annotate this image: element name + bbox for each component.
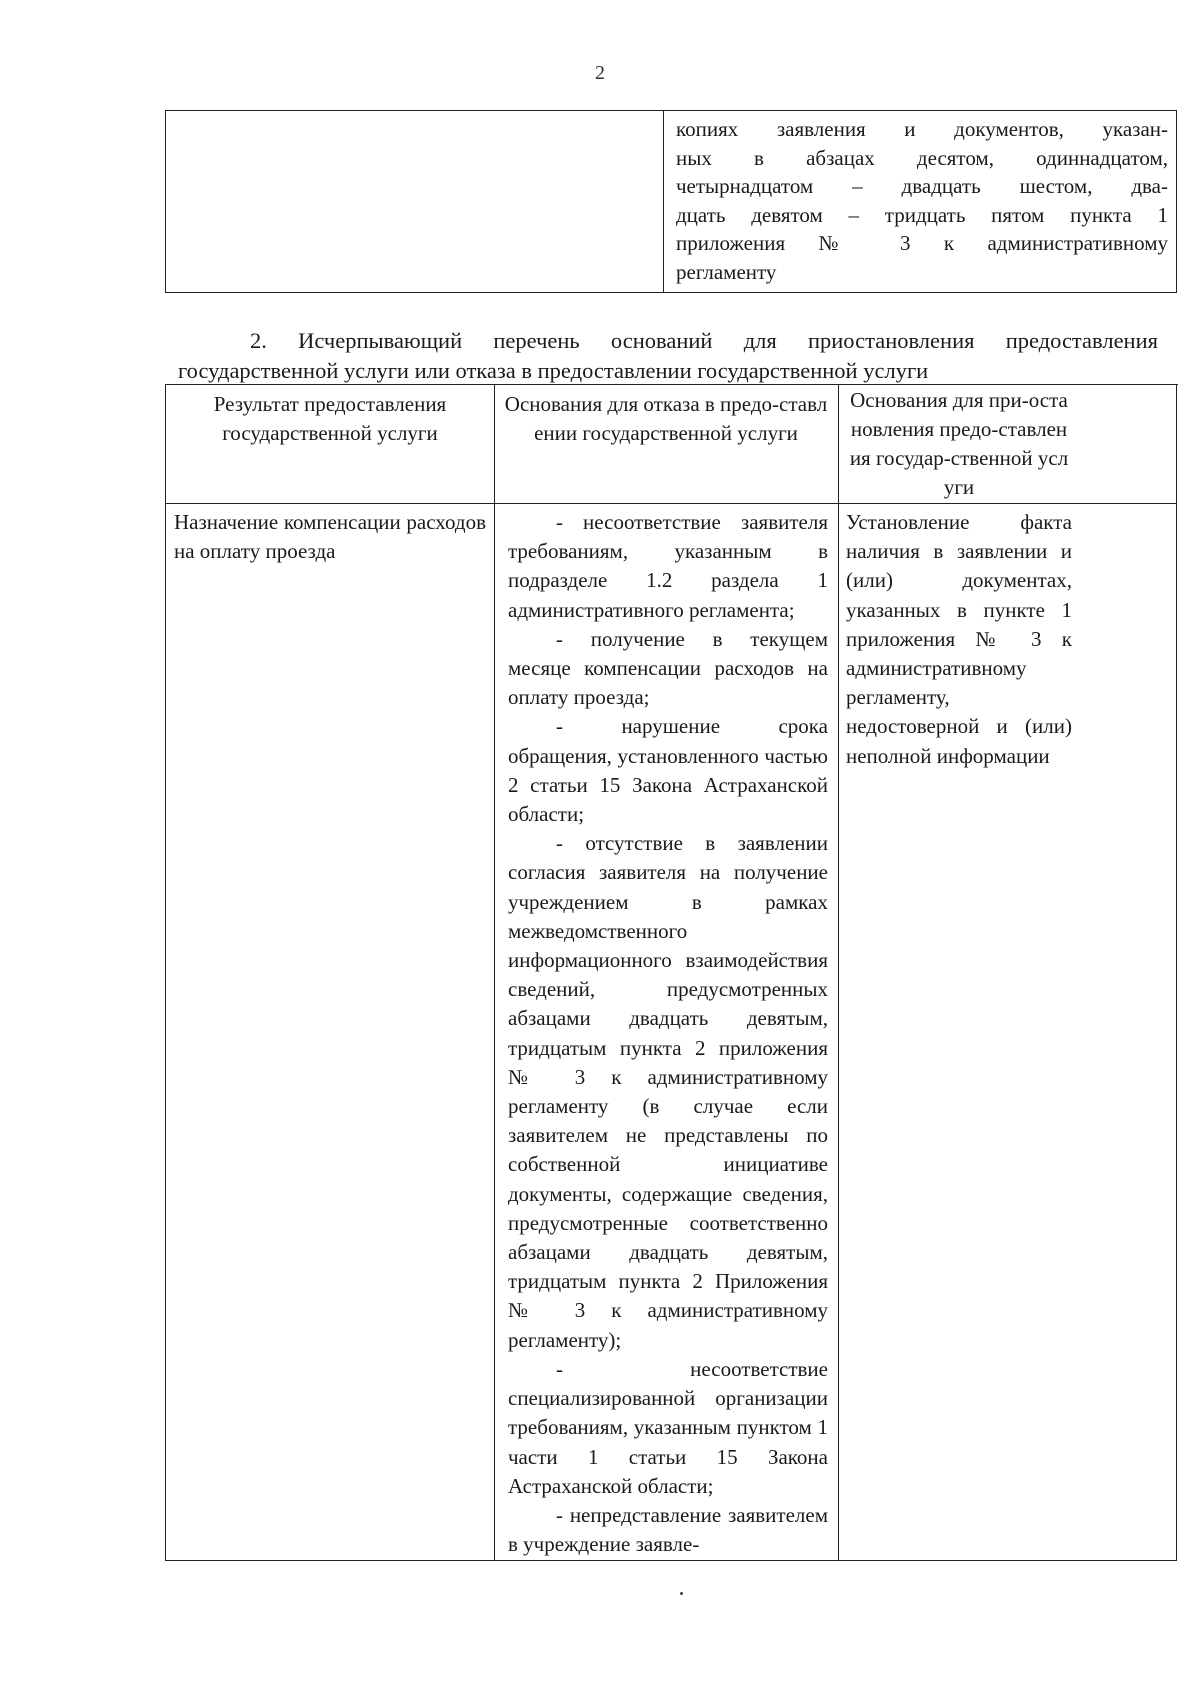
header-suspension-grounds: Основания для при-остановления предо-ставления государ-ственной услуги	[849, 388, 1069, 499]
continuation-line: ных в абзацах десятом, одиннадцатом,	[676, 145, 1168, 170]
continuation-line: приложения № 3 к административному	[676, 231, 1168, 256]
continuation-line: копиях заявления и документов, указан-	[676, 117, 1168, 141]
continuation-line: регламенту	[676, 259, 777, 284]
refusal-ground-item: - отсутствие в заявлении согласия заявителя на получение учреждением в рамках межведомственного информационного взаимодействия сведений, предусмотренных абзацами двадцать девятым, тридцатым пункта 2 приложения № 3 к административному регламенту (в случае если заявителем не представлены по собственной инициативе документы, содержащие сведения, предусмотренные соответственно абзацами двадцать девятым, тридцатым пункта 2 Приложения № 3 к административному регламенту);	[508, 831, 828, 1352]
header-result: Результат предоставления государственной услуги	[213, 392, 447, 445]
page-number: 2	[595, 62, 605, 84]
continuation-right-cell	[676, 115, 1168, 287]
section-heading: 2. Исчерпывающий перечень оснований для приостановления предоставления государственной услуги или отказа в предоставлении государственной услуги	[178, 328, 1158, 383]
refusal-ground-item: - нарушение срока обращения, установленного частью 2 статьи 15 Закона Астраханской области;	[508, 714, 828, 827]
refusal-ground-item: - несоответствие специализированной организации требованиям, указанным пунктом 1 части 1 статьи 15 Закона Астраханской области;	[508, 1356, 828, 1498]
grounds-table	[165, 384, 1177, 1561]
continuation-left-cell	[166, 111, 664, 292]
refusal-ground-item: - получение в текущем месяце компенсации расходов на оплату проезда;	[508, 626, 828, 710]
continuation-line: четырнадцатом – двадцать шестом, два-	[676, 174, 1168, 199]
table-top-rule	[166, 384, 1178, 385]
column-divider	[494, 384, 495, 1560]
header-divider	[166, 503, 1176, 504]
refusal-grounds-cell	[508, 508, 828, 1559]
continuation-line: дцать девятом – тридцать пятом пункта 1	[676, 202, 1168, 227]
refusal-ground-item: - несоответствие заявителя требованиям, указанным в подразделе 1.2 раздела 1 административного регламента;	[508, 510, 828, 622]
refusal-ground-item: - непредставление заявителем в учреждение заявле-	[508, 1502, 828, 1557]
continuation-table	[165, 110, 1177, 293]
scan-speck	[680, 1592, 683, 1595]
result-cell: Назначение компенсации расходов на оплату проезда	[174, 510, 486, 564]
suspension-grounds-cell: Установление факта наличия в заявлении и (или) документах, указанных в пункте 1 приложения № 3 к административному регламенту, недостоверной и (или) неполной информации	[846, 510, 1072, 768]
column-divider	[838, 384, 839, 1560]
header-refusal-grounds: Основания для отказа в предо-ставлении государственной услуги	[504, 392, 828, 445]
